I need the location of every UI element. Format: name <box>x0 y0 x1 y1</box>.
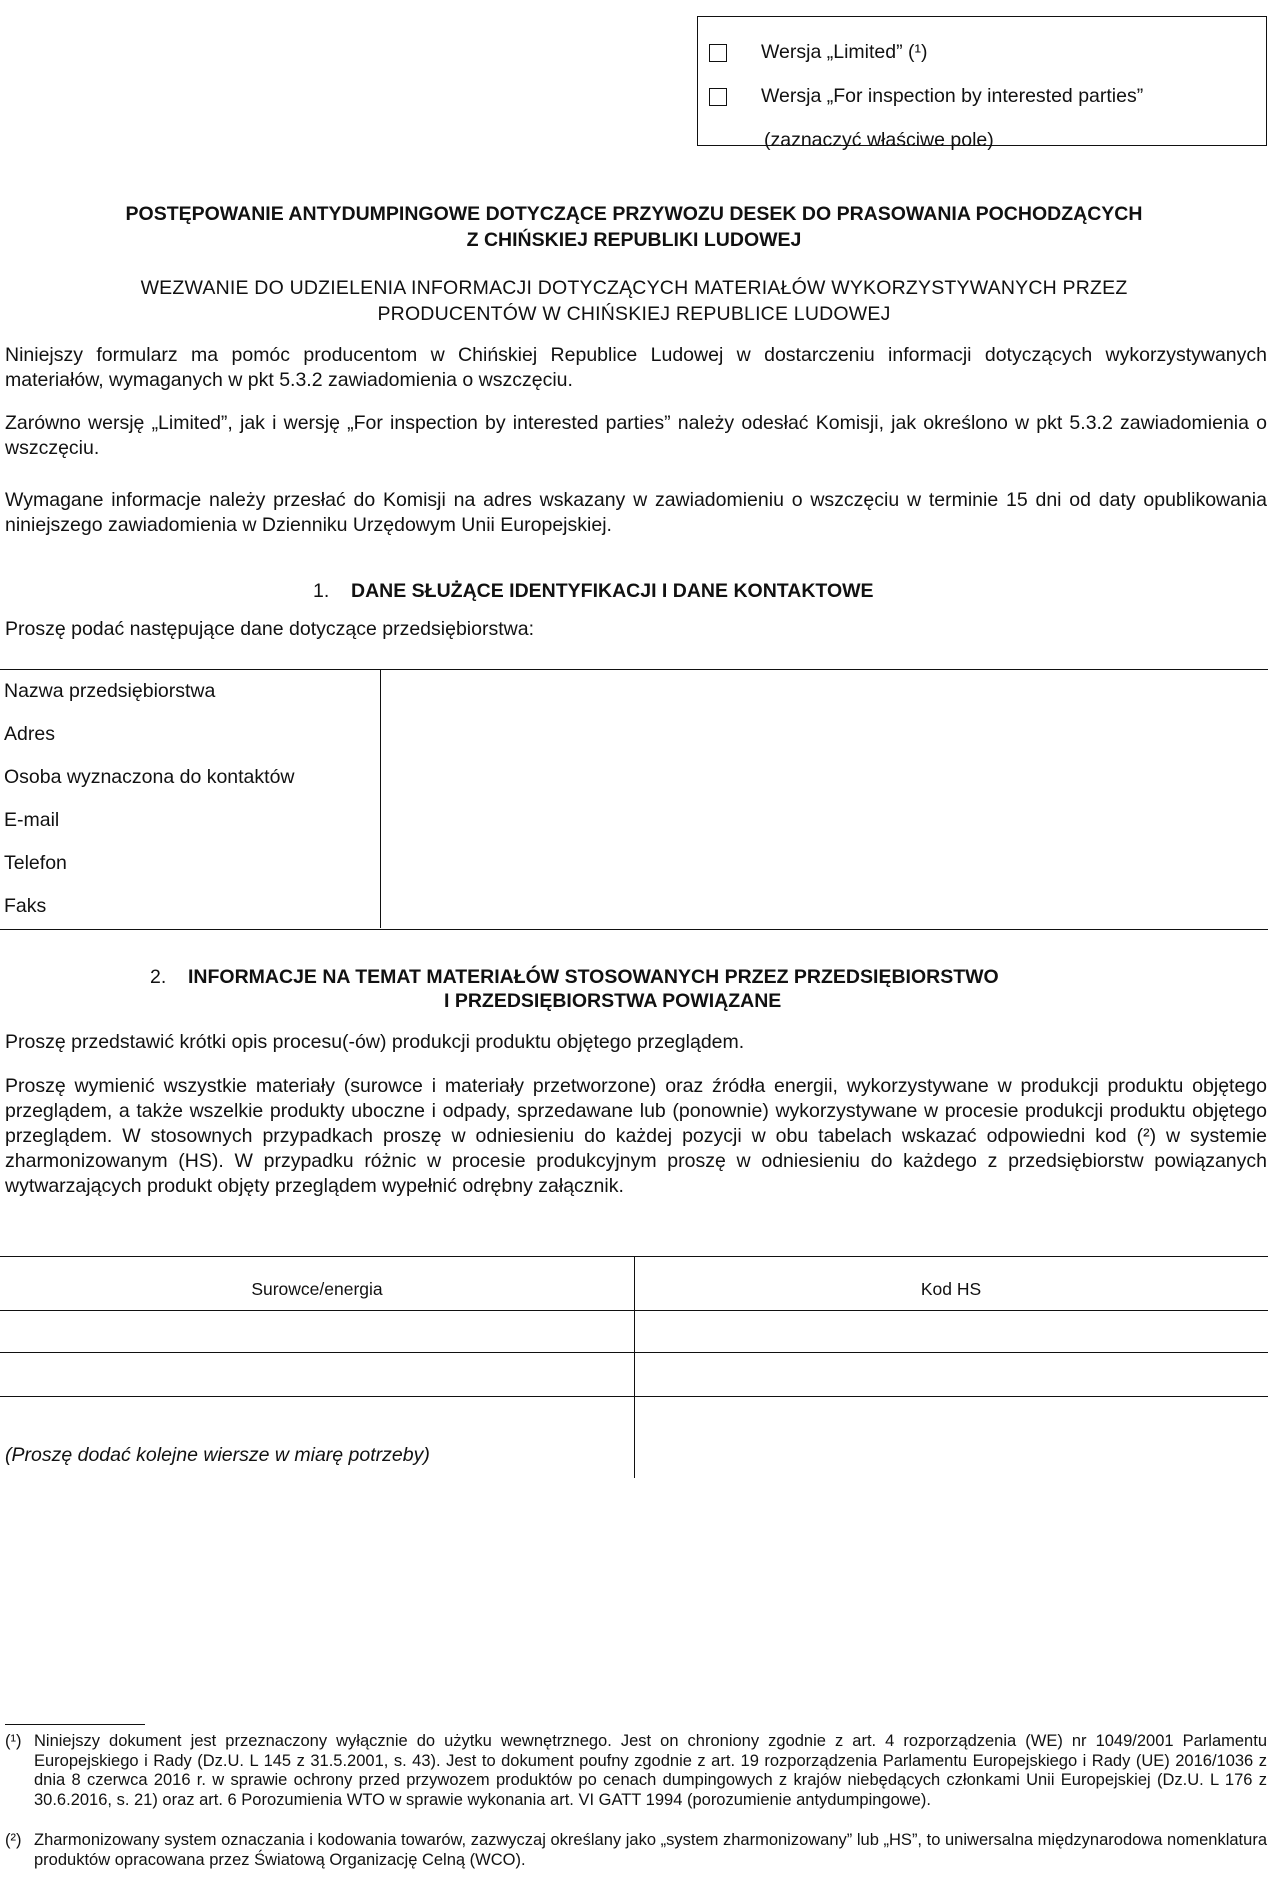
inspection-label: Wersja „For inspection by interested parties” <box>761 85 1144 108</box>
section-2-heading <box>150 964 999 990</box>
footnote-2-mark: (²) <box>5 1831 22 1849</box>
fax-field[interactable] <box>380 885 1268 928</box>
field-label-phone: Telefon <box>4 851 67 874</box>
section-1-title: DANE SŁUŻĄCE IDENTYFIKACJI I DANE KONTAKTOWE <box>351 580 874 602</box>
footnote-1 <box>5 1732 1267 1810</box>
intro-paragraph-3: Wymagane informacje należy przesłać do Komisji na adres wskazany w zawiadomieniu o wszczęciu w terminie 15 dni od daty opublikowania niniejszego zawiadomienia w Dzienniku Urzędowym Unii Europejskiej. <box>5 489 1267 536</box>
email-field[interactable] <box>380 799 1268 842</box>
table-row <box>0 670 1268 713</box>
section-2-title-line-1: INFORMACJE NA TEMAT MATERIAŁÓW STOSOWANYCH PRZEZ PRZEDSIĘBIORSTWO <box>188 966 999 988</box>
field-label-contact-person: Osoba wyznaczona do kontaktów <box>4 765 295 788</box>
add-rows-note: (Proszę dodać kolejne wiersze w miarę potrzeby) <box>5 1444 430 1466</box>
section-2-paragraph-2: Proszę wymienić wszystkie materiały (surowce i materiały przetworzone) oraz źródła energii, wykorzystywane w produkcji produktu objętego przeglądem, a także wszelkie produkty uboczne i odpady, sprzedawane lub (ponownie) wykorzystywane w procesie produkcji produktu objętego przeglądem. W stosownych przypadkach proszę w odniesieniu do każdej pozycji w obu tabelach wskazać odpowiedni kod (²) w systemie zharmonizowanym (HS). W przypadku różnic w procesie produkcyjnym proszę w odniesieniu do każdego z przedsiębiorstw powiązanych wytwarzających produkt objęty przeglądem wypełnić odrębny załącznik. <box>5 1075 1267 1197</box>
footnote-2 <box>5 1831 1267 1870</box>
field-label-company-name: Nazwa przedsiębiorstwa <box>4 679 216 702</box>
field-label-address: Adres <box>4 722 55 745</box>
intro-paragraph-2: Zarówno wersję „Limited”, jak i wersję „For inspection by interested parties” należy odesłać Komisji, jak określono w pkt 5.3.2 zawiadomienia o wszczęciu. <box>5 412 1267 459</box>
inspection-checkbox[interactable] <box>709 88 727 106</box>
limited-checkbox[interactable] <box>709 44 727 62</box>
materials-table-header-border <box>0 1310 1268 1311</box>
footnote-separator <box>5 1724 145 1725</box>
version-selection-box <box>697 16 1267 152</box>
subtitle-line-2: PRODUCENTÓW W CHIŃSKIEJ REPUBLICE LUDOWEJ <box>377 303 891 325</box>
subtitle-line-1: WEZWANIE DO UDZIELENIA INFORMACJI DOTYCZĄCYCH MATERIAŁÓW WYKORZYSTYWANYCH PRZEZ <box>140 277 1128 299</box>
section-2-title-line-2: I PRZEDSIĘBIORSTWA POWIĄZANE <box>444 990 782 1012</box>
document-title <box>0 201 1268 253</box>
field-label-fax: Faks <box>4 894 47 917</box>
company-name-field[interactable] <box>380 670 1268 713</box>
company-details-table <box>0 670 1268 928</box>
phone-field[interactable] <box>380 842 1268 885</box>
contact-person-field[interactable] <box>380 756 1268 799</box>
materials-table-row-border <box>0 1396 1268 1397</box>
section-1-heading <box>313 578 874 604</box>
table-row <box>0 799 1268 842</box>
materials-table-row-border <box>0 1352 1268 1353</box>
document-subtitle <box>0 275 1268 327</box>
version-limited-row[interactable] <box>698 39 927 67</box>
table-row <box>0 842 1268 885</box>
address-field[interactable] <box>380 713 1268 756</box>
footnote-2-text: Zharmonizowany system oznaczania i kodowania towarów, zazwyczaj określany jako „system zharmonizowany” lub „HS”, to uniwersalna międzynarodowa nomenklatura produktów opracowana przez Światową Organizację Celną (WCO). <box>34 1831 1267 1869</box>
version-inspection-row[interactable] <box>698 83 1143 111</box>
title-line-1: POSTĘPOWANIE ANTYDUMPINGOWE DOTYCZĄCE PRZYWOZU DESEK DO PRASOWANIA POCHODZĄCYCH <box>125 203 1143 225</box>
title-line-2: Z CHIŃSKIEJ REPUBLIKI LUDOWEJ <box>466 229 802 251</box>
section-2-heading-line-2 <box>444 988 781 1014</box>
version-instruction: (zaznaczyć właściwe pole) <box>764 129 994 152</box>
table-row <box>0 885 1268 928</box>
table-row <box>0 756 1268 799</box>
materials-table <box>0 1256 1268 1478</box>
section-1-number: 1. <box>313 580 330 602</box>
field-label-email: E-mail <box>4 808 60 831</box>
footnote-1-mark: (¹) <box>5 1732 22 1750</box>
table-row <box>0 713 1268 756</box>
company-table-bottom-border <box>0 929 1268 930</box>
section-2-number: 2. <box>150 966 167 988</box>
limited-label: Wersja „Limited” (¹) <box>761 41 928 64</box>
intro-paragraph-1: Niniejszy formularz ma pomóc producentom w Chińskiej Republice Ludowej w dostarczeniu informacji dotyczących wykorzystywanych materiałów, wymaganych w pkt 5.3.2 zawiadomienia o wszczęciu. <box>5 344 1267 391</box>
section-2-paragraph-1: Proszę przedstawić krótki opis procesu(-ów) produkcji produktu objętego przeglądem. <box>5 1031 745 1053</box>
footnote-1-text: Niniejszy dokument jest przeznaczony wyłącznie do użytku wewnętrznego. Jest on chroniony zgodnie z art. 4 rozporządzenia (WE) nr 1049/2001 Parlamentu Europejskiego i Rady (Dz.U. L 145 z 31.5.2001, s. 43). Jest to dokument poufny zgodnie z art. 19 rozporządzenia Parlamentu Europejskiego i Rady (UE) 2016/1036 z dnia 8 czerwca 2016 r. w sprawie ochrony przed przywozem produktów po cenach dumpingowych z krajów niebędących członkami Unii Europejskiej (Dz.U. L 176 z 30.6.2016, s. 21) oraz art. 6 Porozumienia WTO w sprawie wykonania art. VI GATT 1994 (porozumienie antydumpingowe). <box>34 1732 1267 1809</box>
column-header-hs-code: Kod HS <box>920 1279 982 1299</box>
section-1-instruction: Proszę podać następujące dane dotyczące przedsiębiorstwa: <box>5 618 534 640</box>
column-header-raw-materials: Surowce/energia <box>251 1279 383 1299</box>
